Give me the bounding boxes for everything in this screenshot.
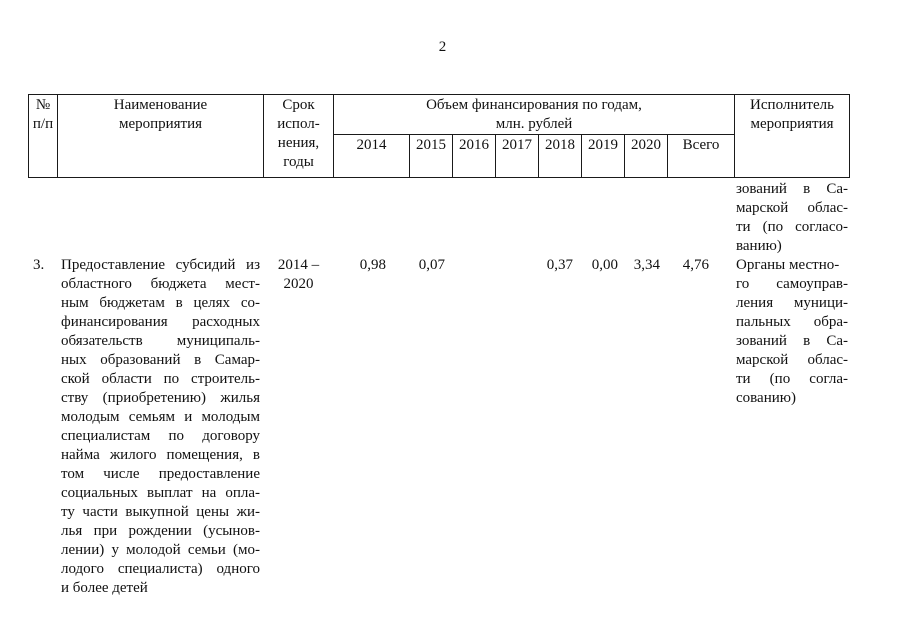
header-bottom-border	[28, 177, 850, 178]
row-number: 3.	[33, 257, 45, 273]
year-2014: 2014	[356, 137, 387, 153]
value-2018: 0,37	[546, 257, 573, 273]
year-2017: 2017	[502, 137, 532, 153]
value-2014: 0,98	[359, 257, 386, 273]
header-top-border	[28, 94, 850, 95]
year-2020: 2020	[631, 137, 661, 153]
header-term: Срок испол- нения, годы	[277, 97, 320, 170]
header-name: Наименование мероприятия	[113, 97, 208, 132]
year-2018: 2018	[545, 137, 575, 153]
row-name: Предоставление субсидий из областного бюджета мест- ным бюджетам в целях со- финансирования расходных обязательств муниципаль- ных образований в Самар- ской области по строитель- ству (приобретению) жилья молодым семьям и молодым специалистам по договору найма жилого помещения, в том числе предоставление социальных выплат на опла- ту части выкупной цены жи- лья при рождении (усынов- лении) у молодой семьи (мо- лодого специалиста) одного и более детей	[61, 257, 260, 596]
value-2019: 0,00	[591, 257, 618, 273]
page-number: 2	[438, 39, 447, 55]
col-border-right	[849, 94, 850, 178]
header-funding: Объем финансирования по годам, млн. рублей	[426, 97, 642, 132]
years-row-top-border	[333, 134, 734, 135]
continued-executor: зований в Са- марской облас- ти (по согласо- ванию)	[736, 181, 848, 254]
year-2019: 2019	[588, 137, 618, 153]
value-2015: 0,07	[418, 257, 445, 273]
value-2020: 3,34	[633, 257, 660, 273]
row-executor: Органы местно- го самоуправ- ления муници- пальных обра- зований в Са- марской облас- ти (по согла- сованию)	[736, 257, 848, 406]
year-2016: 2016	[459, 137, 489, 153]
header-num: № п/п	[32, 97, 54, 132]
year-2015: 2015	[416, 137, 446, 153]
value-total: 4,76	[682, 257, 709, 273]
row-term: 2014 – 2020	[277, 257, 320, 292]
year-total: Всего	[682, 137, 720, 153]
header-executor: Исполнитель мероприятия	[750, 97, 834, 132]
